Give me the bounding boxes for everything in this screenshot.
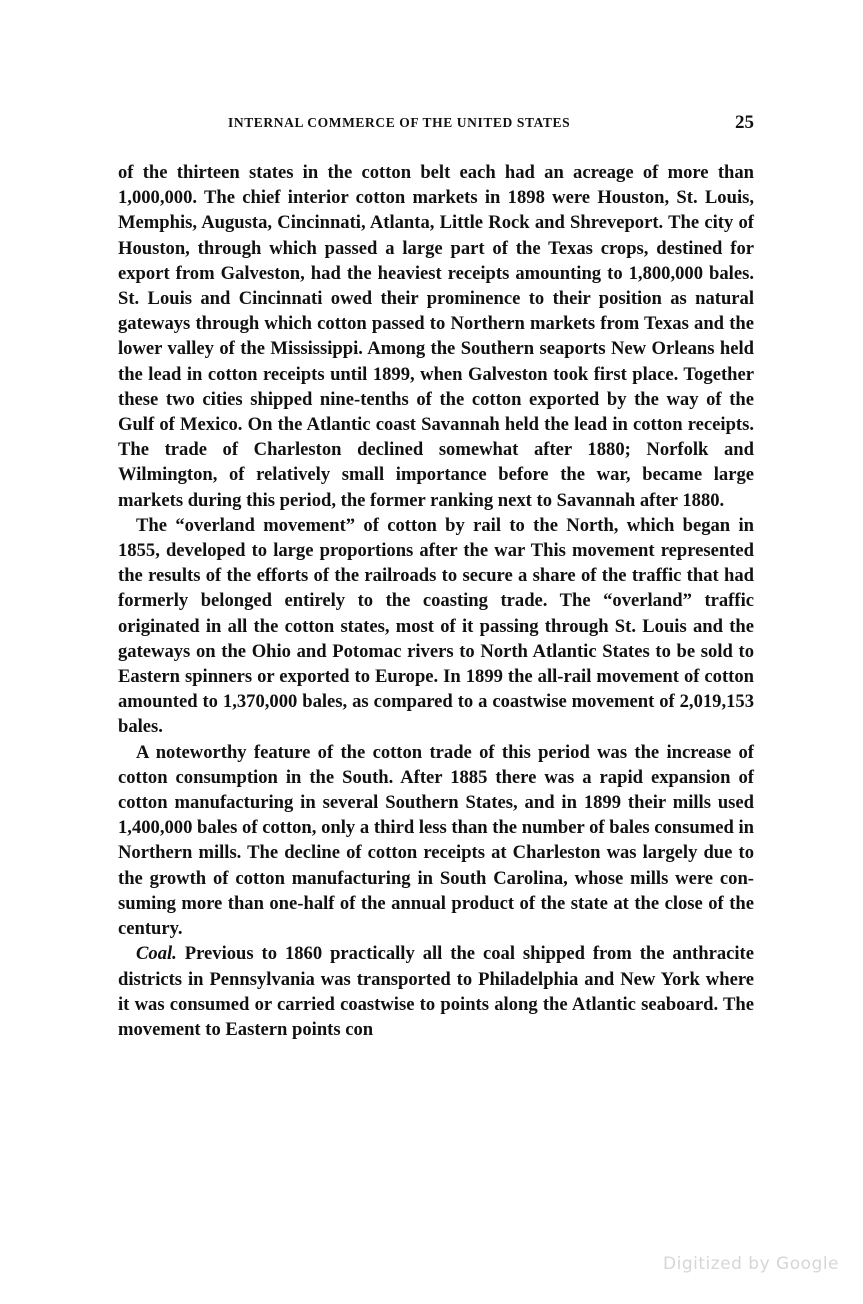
running-title: INTERNAL COMMERCE OF THE UNITED STATES [228,115,571,130]
body-text [118,160,754,1042]
paragraph-overland-movement [118,513,754,740]
page-number: 25 [735,112,754,133]
running-head [118,112,754,138]
paragraph-text: of the thirteen states in the cotton belt each had an acreage of more than 1,000,000. The chief interior cotton markets in 1898 were Houston, St. Louis, Memphis, Augusta, Cincinnati, Atlanta, Little Rock and Shreveport. The city of Houston, through which passed a large part of the Texas crops, destined for export from Galveston, had the heaviest receipts amounting to 1,800,000 bales. St. Louis and Cincinnati owed their prominence to their position as natural gateways through which cotton passed to Northern markets from Texas and the lower valley of the Mississippi. Among the Southern seaports New Orleans held the lead in cotton receipts until 1899, when Galveston took first place. Together these two cities shipped nine-tenths of the cotton exported by the way of the Gulf of Mexico. On the Atlantic coast Savannah held the lead in cotton receipts. The trade of Charleston declined somewhat after 1880; Norfolk and Wilmington, of relatively small importance before the war, became large markets during this period, the former ranking next to Savannah after 1880. [118,162,754,511]
paragraph-text: Previous to 1860 practically all the coal shipped from the anthracite districts in Pennsylvania was transported to Philadelphia and New York where it was consumed or carried coastwise to points along the Atlantic seaboard. The movement to Eastern points con [118,943,754,1040]
digitization-watermark: Digitized by Google [663,1254,839,1274]
paragraph-text: A noteworthy feature of the cotton trade of this period was the increase of cotton consumption in the South. After 1885 there was a rapid expansion of cotton manufacturing in several Southern States, and in 1899 their mills used 1,400,000 bales of cotton, only a third less than the number of bales consumed in Northern mills. The decline of cotton receipts at Charleston was largely due to the growth of cotton manufacturing in South Carolina, whose mills were consuming more than one-half of the annual product of the state at the close of the century. [118,741,754,940]
paragraph-text: The “overland movement” of cotton by rail to the North, which began in 1855, developed to large proportions after the war This movement represented the results of the efforts of the railroads to secure a share of the traffic that had formerly belonged entirely to the coasting trade. The “overland” traffic originated in all the cotton states, most of it passing through St. Louis and the gateways on the Ohio and Potomac rivers to North Atlantic States to be sold to Eastern spinners or exported to Europe. In 1899 the all-rail movement of cotton amounted to 1,370,000 bales, as compared to a coastwise movement of 2,019,153 bales. [118,514,754,738]
paragraph-cotton-consumption [118,740,754,942]
paragraph-cotton-markets [118,160,754,513]
paragraph-coal [118,941,754,1042]
section-runin-heading: Coal. [136,943,177,965]
